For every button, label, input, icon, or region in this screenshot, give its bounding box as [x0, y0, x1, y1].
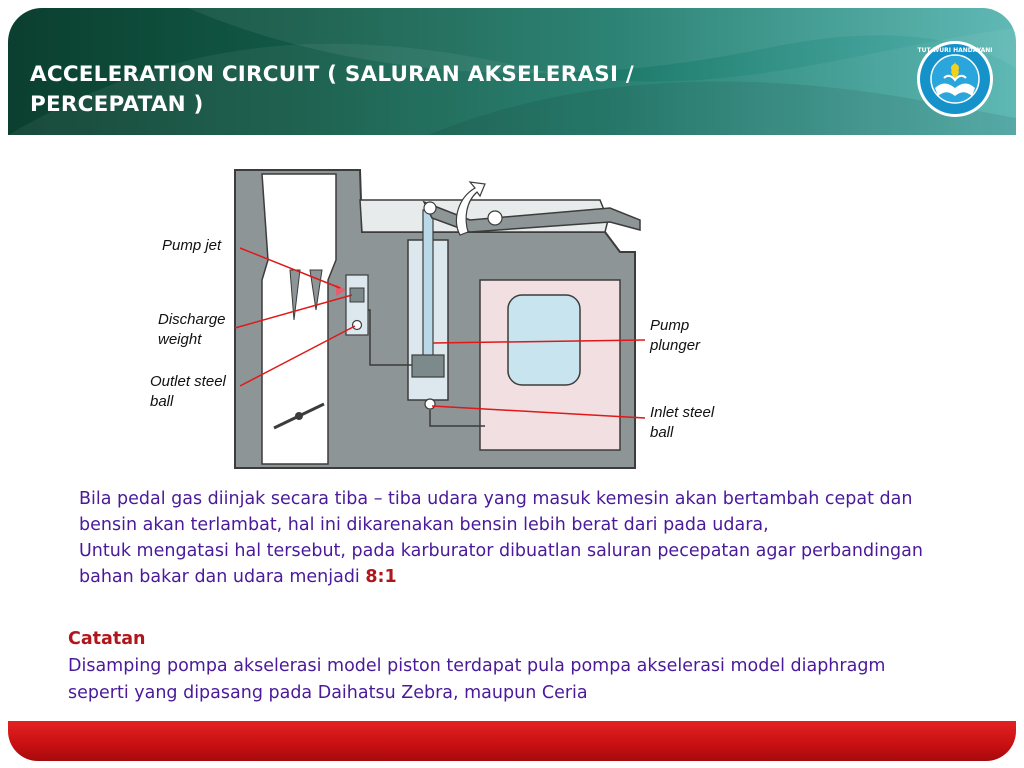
label-discharge-weight-line1: Discharge [158, 311, 226, 328]
paragraph-2 [79, 538, 929, 590]
float [508, 295, 580, 385]
label-pump-plunger-line2: plunger [650, 337, 701, 354]
tut-wuri-handayani-emblem-icon [914, 38, 996, 120]
label-inlet-ball-line1: Inlet steel [650, 404, 715, 421]
label-discharge-weight-line2: weight [158, 331, 202, 348]
carburetor-diagram [140, 160, 730, 480]
body-text [79, 486, 929, 590]
header-banner [8, 8, 1016, 135]
paragraph-1: Bila pedal gas diinjak secara tiba – tiba udara yang masuk kemesin akan bertambah cepat dan bensin akan terlambat, hal ini dikarenakan bensin lebih berat dari pada udara, [79, 489, 913, 535]
label-outlet-ball-line2: ball [150, 393, 174, 410]
label-outlet-ball-line1: Outlet steel [150, 373, 226, 390]
paragraph-2-text: Untuk mengatasi hal tersebut, pada karburator dibuatlan saluran pecepatan agar perbandingan bahan bakar dan udara menjadi [79, 541, 923, 587]
note-heading: Catatan [68, 629, 146, 649]
inlet-steel-ball [425, 399, 435, 409]
logo-text: TUT WURI HANDAYANI [917, 47, 993, 54]
linkage-pivot-2 [488, 211, 502, 225]
discharge-weight [350, 288, 364, 302]
label-pump-plunger-line1: Pump [650, 317, 690, 334]
label-pump-jet: Pump jet [162, 237, 222, 254]
note-text: Disamping pompa akselerasi model piston terdapat pula pompa akselerasi model diaphragm seperti yang dipasang pada Daihatsu Zebra, maupun Ceria [68, 656, 886, 703]
linkage-pivot [424, 202, 436, 214]
label-inlet-ball-line2: ball [650, 424, 674, 441]
throttle-shaft [295, 412, 303, 420]
outlet-steel-ball [353, 321, 362, 330]
note-block [68, 626, 888, 707]
pump-plunger-rod [423, 210, 433, 370]
slide-title: ACCELERATION CIRCUIT ( SALURAN AKSELERASI / PERCEPATAN ) [30, 62, 634, 117]
ratio-value: 8:1 [365, 567, 397, 587]
pump-plunger-head [412, 355, 444, 377]
venturi-bore [262, 174, 336, 464]
footer-bar [8, 721, 1016, 761]
